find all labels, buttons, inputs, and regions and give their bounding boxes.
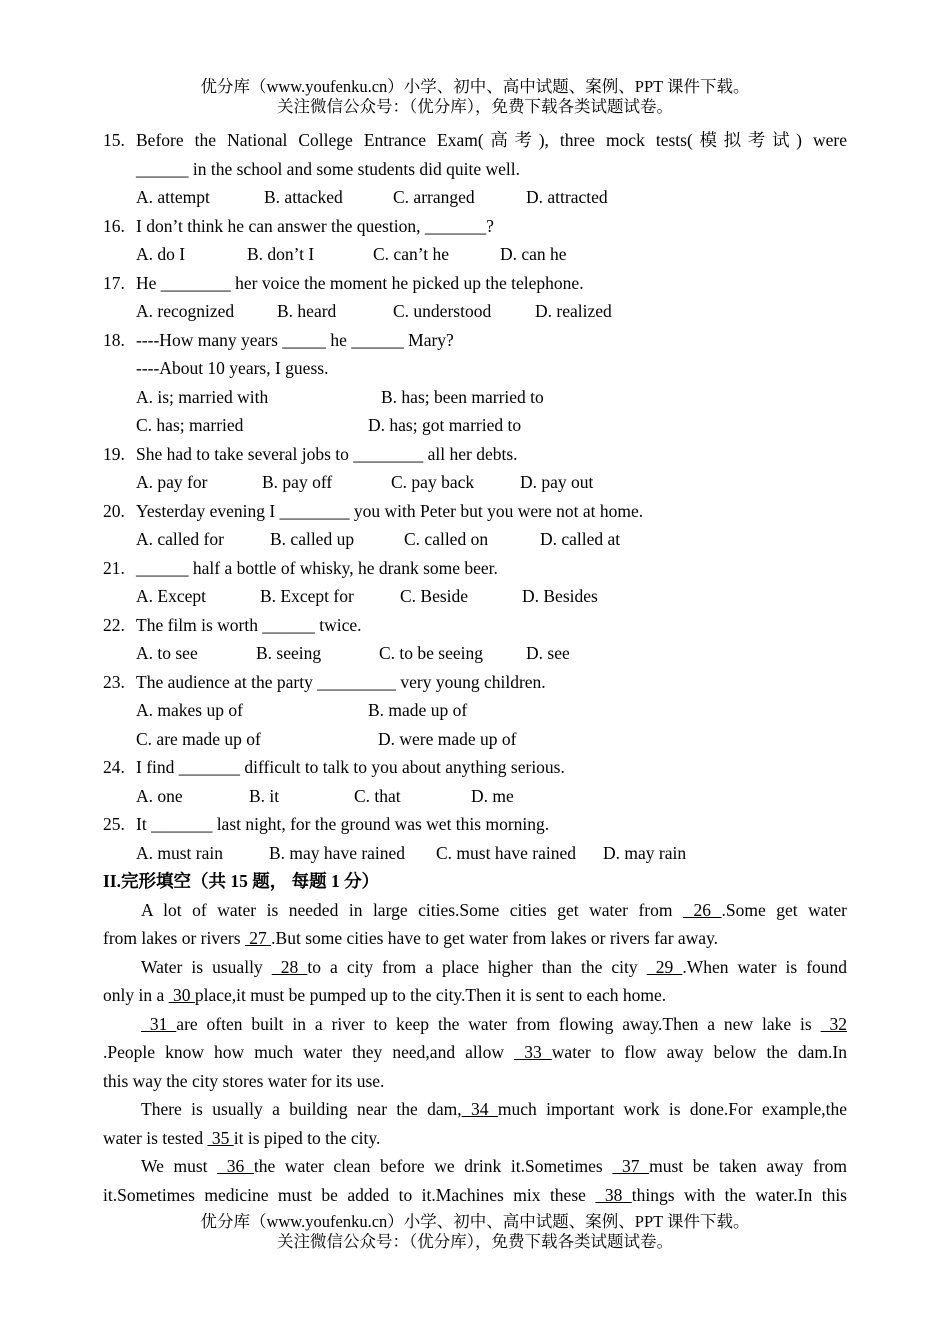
option-row [136,411,847,440]
answer-option[interactable]: C. must have rained [436,842,576,863]
cloze-blank[interactable]: 38 [595,1184,632,1205]
question-number: 19. [103,443,125,464]
header-line-2: 关注微信公众号：（优分库），免费下载各类试题试卷。 [277,97,673,116]
question-number: 15. [103,130,125,150]
option-row [136,183,847,212]
answer-option[interactable]: B. called up [270,529,355,549]
question-stem: It _______ last night, for the ground was wet this morning. [136,814,550,834]
passage-paragraph [103,1095,847,1152]
cloze-blank[interactable]: 27 [244,928,272,948]
option-row [136,582,847,611]
question-stem: ----How many years _____ he ______ Mary? [136,329,454,350]
question-item [103,810,847,867]
question-number: 16. [103,215,125,236]
passage-line [103,1152,847,1181]
cloze-blank[interactable]: 37 [612,1156,650,1176]
header-line-1: 优分库（www.youfenku.cn）小学、初中、高中试题、案例、PPT 课件下载。 [200,77,750,96]
question-item [103,440,847,497]
cloze-passage [103,896,847,1210]
question-stem: Yesterday evening I ________ you with Peter but you were not at home. [136,500,644,521]
passage-text: place,it must be pumped up to the city.Then it is sent to each home. [194,985,667,1005]
passage-line [103,981,847,1010]
question-stem: ______ in the school and some students did quite well. [136,158,520,179]
question-stem: She had to take several jobs to ________ all her debts. [136,443,518,464]
answer-option[interactable]: C. are made up of [136,728,261,749]
answer-option[interactable]: B. don’t I [247,244,315,264]
answer-option[interactable]: B. attacked [264,187,343,207]
option-row [136,468,847,497]
answer-option[interactable]: C. called on [404,529,489,549]
answer-option[interactable]: A. recognized [136,301,235,321]
passage-text: .When water is found [682,956,848,977]
passage-text: from lakes or rivers [103,928,245,948]
answer-option[interactable]: A. to see [136,643,198,663]
question-stem: He ________ her voice the moment he picked up the telephone. [136,272,584,293]
passage-text: this way the city stores water for its use. [103,1070,385,1091]
answer-option[interactable]: D. Besides [522,586,598,606]
passage-line [103,1181,847,1210]
passage-text: We must [141,1156,218,1176]
passage-paragraph [103,896,847,953]
question-item [103,269,847,326]
answer-option[interactable]: A. one [136,785,183,806]
question-stem: The audience at the party _________ very young children. [136,671,546,692]
answer-option[interactable]: B. seeing [256,643,322,663]
footer-line-1: 优分库（www.youfenku.cn）小学、初中、高中试题、案例、PPT 课件下载。 [200,1212,750,1231]
question-number: 17. [103,272,125,293]
cloze-blank[interactable]: 34 [461,1099,498,1119]
passage-text: it is piped to the city. [233,1127,381,1148]
question-number: 24. [103,757,125,777]
answer-option[interactable]: D. may rain [603,842,687,863]
answer-option[interactable]: B. heard [277,301,337,321]
section-title: II.完形填空（共 15 题， 每题 1 分） [103,871,380,891]
option-row [136,725,847,754]
answer-option[interactable]: D. called at [540,529,621,549]
question-item [103,126,847,212]
question-item [103,668,847,754]
option-row [136,782,847,811]
passage-text: are often built in a river to keep the water from flowing away.Then a new lake is [176,1013,821,1034]
answer-option[interactable]: D. see [526,643,570,663]
question-item [103,611,847,668]
exam-content [103,126,847,1209]
question-item [103,554,847,611]
passage-text: must be taken away from [649,1156,847,1176]
passage-text: water to flow away below the dam.In [551,1042,847,1062]
cloze-blank[interactable]: 29 [646,956,683,977]
answer-option[interactable]: B. made up of [368,700,468,720]
option-row [136,525,847,554]
answer-option[interactable]: D. me [471,785,514,806]
question-item [103,212,847,269]
answer-option[interactable]: A. attempt [136,187,210,207]
option-row [136,383,847,412]
question-number: 23. [103,671,125,692]
passage-text: only in a [103,985,169,1005]
answer-option[interactable]: D. can he [500,244,567,264]
passage-text: it.Sometimes medicine must be added to it.Machines mix these [103,1184,596,1205]
question-number: 20. [103,500,125,521]
footer-line-2: 关注微信公众号：（优分库），免费下载各类试题试卷。 [277,1232,673,1251]
passage-line [103,1095,847,1124]
answer-option[interactable]: C. that [354,785,401,806]
passage-text: .But some cities have to get water from lakes or rivers far away. [271,928,719,948]
page-footer [0,1212,950,1252]
option-row [136,240,847,269]
answer-option[interactable]: D. has; got married to [368,415,522,435]
question-list [103,126,847,867]
answer-option[interactable]: C. can’t he [373,244,449,264]
cloze-blank[interactable]: 36 [217,1156,254,1176]
question-stem: I find _______ difficult to talk to you about anything serious. [136,757,565,777]
answer-option[interactable]: C. has; married [136,415,244,435]
passage-line [103,1124,847,1153]
question-item [103,497,847,554]
answer-option[interactable]: A. Except [136,586,206,606]
question-stem: ----About 10 years, I guess. [136,358,329,378]
question-item [103,753,847,810]
answer-option[interactable]: C. pay back [391,472,475,492]
passage-paragraph [103,953,847,1010]
cloze-blank[interactable]: 31 [141,1013,177,1034]
passage-paragraph [103,1152,847,1209]
cloze-blank[interactable]: 30 [168,985,195,1005]
answer-option[interactable]: A. pay for [136,472,208,492]
question-number: 25. [103,814,125,834]
answer-option[interactable]: C. Beside [400,586,469,606]
question-number: 18. [103,329,125,350]
passage-line [103,896,847,925]
passage-text: .People know how much water they need,and allow [103,1042,515,1062]
answer-option[interactable]: C. to be seeing [379,643,484,663]
page-header [0,77,950,117]
passage-text: There is usually a building near the dam, [141,1099,462,1119]
option-row [136,297,847,326]
answer-option[interactable]: A. must rain [136,842,224,863]
option-row [136,839,847,868]
passage-line [103,924,847,953]
passage-text: much important work is done.For example,the [497,1099,848,1119]
answer-option[interactable]: C. arranged [393,187,475,207]
passage-text: things with the water.In this [631,1184,847,1205]
passage-text: A lot of water is needed in large cities.Some cities get water from [141,899,683,920]
answer-option[interactable]: A. makes up of [136,700,243,720]
question-item [103,326,847,440]
answer-option[interactable]: B. Except for [260,586,354,606]
passage-line [103,1010,847,1039]
question-stem: Before the National College Entrance Exam(高考), three mock tests(模拟考试) were [136,130,847,150]
passage-line [103,953,847,982]
answer-option[interactable]: D. realized [535,301,612,321]
passage-text: .Some get water [721,899,848,920]
option-row [136,639,847,668]
cloze-blank[interactable]: 35 [207,1127,234,1148]
answer-option[interactable]: A. do I [136,244,186,264]
passage-paragraph [103,1010,847,1096]
passage-line [103,1038,847,1067]
passage-text: water is tested [103,1127,208,1148]
cloze-blank[interactable]: 28 [271,956,308,977]
cloze-blank[interactable]: 33 [514,1042,552,1062]
answer-option[interactable]: D. pay out [520,472,594,492]
cloze-blank[interactable]: 26 [683,899,722,920]
passage-text: the water clean before we drink it.Sometimes [253,1156,613,1176]
answer-option[interactable]: B. pay off [262,472,333,492]
passage-line [103,1067,847,1096]
passage-text: Water is usually [141,956,272,977]
answer-option[interactable]: D. were made up of [378,728,517,749]
question-stem: I don’t think he can answer the question, _______? [136,215,494,236]
question-stem: ______ half a bottle of whisky, he drank some beer. [136,557,498,578]
passage-text: to a city from a place higher than the city [307,956,647,977]
answer-option[interactable]: B. may have rained [269,842,406,863]
option-row [136,696,847,725]
answer-option[interactable]: D. attracted [526,187,608,207]
question-number: 22. [103,614,125,635]
answer-option[interactable]: B. has; been married to [381,386,544,407]
answer-option[interactable]: C. understood [393,301,492,321]
answer-option[interactable]: A. called for [136,529,224,549]
answer-option[interactable]: A. is; married with [136,386,269,407]
cloze-blank[interactable]: 32 [820,1013,848,1034]
question-number: 21. [103,557,125,578]
question-stem: The film is worth ______ twice. [136,614,362,635]
answer-option[interactable]: B. it [249,785,280,806]
